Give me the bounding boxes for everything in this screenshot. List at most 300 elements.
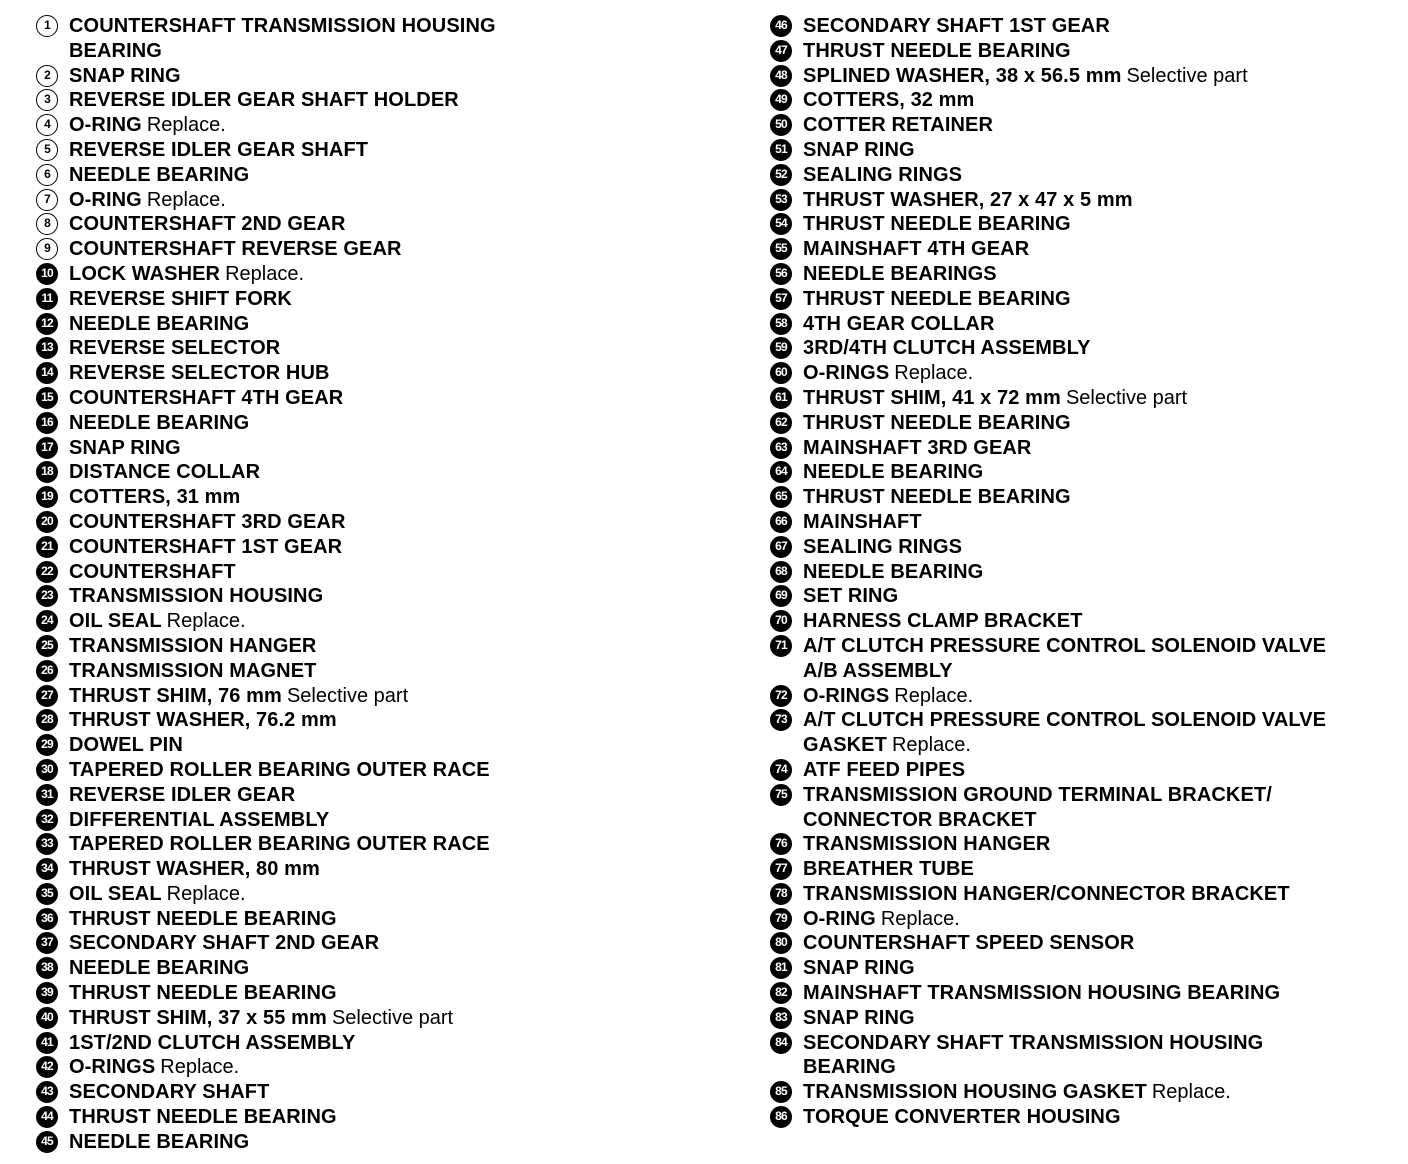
part-description: [803, 1105, 1333, 1130]
part-description: [69, 312, 519, 337]
part-name: TRANSMISSION HANGER/CONNECTOR BRACKET: [803, 882, 1290, 905]
part-list-item: [770, 336, 1400, 361]
part-list-item: [36, 808, 736, 833]
callout-number-badge: 34: [36, 858, 58, 880]
part-description: [69, 361, 519, 386]
part-description: [803, 88, 1333, 113]
part-list-item: [36, 758, 736, 783]
part-list-item: [36, 1080, 736, 1105]
callout-number-badge: 79: [770, 908, 792, 930]
part-note: Replace.: [891, 734, 971, 757]
part-name: SNAP RING: [69, 436, 181, 459]
part-name: 1ST/2ND CLUTCH ASSEMBLY: [69, 1031, 356, 1054]
part-name: TRANSMISSION MAGNET: [69, 659, 317, 682]
part-name: REVERSE SHIFT FORK: [69, 287, 292, 310]
part-list-item: [770, 783, 1400, 833]
part-description: [803, 783, 1333, 833]
part-description: [69, 64, 519, 89]
part-note: Replace.: [894, 362, 974, 385]
part-description: [803, 188, 1333, 213]
part-name: COUNTERSHAFT TRANSMISSION HOUSING BEARING: [69, 15, 496, 62]
part-name: O-RING: [69, 114, 142, 137]
callout-number-badge: 45: [36, 1131, 58, 1153]
part-name: COUNTERSHAFT 3RD GEAR: [69, 510, 346, 533]
part-note: Replace.: [160, 1056, 240, 1079]
part-description: [803, 1006, 1333, 1031]
callout-number-badge: 69: [770, 585, 792, 607]
part-description: [803, 758, 1333, 783]
part-name: THRUST NEEDLE BEARING: [803, 486, 1071, 509]
callout-number-badge: 51: [770, 139, 792, 161]
part-list-item: [770, 312, 1400, 337]
callout-number-badge: 81: [770, 957, 792, 979]
part-list-item: [36, 783, 736, 808]
part-note: Selective part: [331, 1006, 454, 1029]
part-description: [69, 237, 519, 262]
callout-number-badge: 47: [770, 40, 792, 62]
callout-number-badge: 61: [770, 387, 792, 409]
part-description: [803, 634, 1333, 684]
part-description: [69, 411, 519, 436]
part-list-item: [36, 708, 736, 733]
part-description: [69, 436, 519, 461]
part-list-item: [770, 758, 1400, 783]
callout-number-badge: 53: [770, 189, 792, 211]
callout-number-badge: 55: [770, 238, 792, 260]
callout-number-badge: 8: [36, 213, 58, 235]
part-description: [69, 188, 519, 213]
callout-number-badge: 24: [36, 610, 58, 632]
part-list-item: [36, 237, 736, 262]
part-name: MAINSHAFT TRANSMISSION HOUSING BEARING: [803, 982, 1281, 1005]
part-name: REVERSE IDLER GEAR SHAFT HOLDER: [69, 89, 459, 112]
part-description: [69, 758, 519, 783]
part-list-item: [770, 510, 1400, 535]
part-name: DOWEL PIN: [69, 734, 183, 757]
part-list-item: [770, 609, 1400, 634]
part-description: [803, 1031, 1333, 1081]
part-list-item: [770, 386, 1400, 411]
parts-list-right-column: [770, 14, 1400, 1130]
part-list-item: [36, 634, 736, 659]
callout-number-badge: 10: [36, 263, 58, 285]
callout-number-badge: 86: [770, 1106, 792, 1128]
part-list-item: [36, 138, 736, 163]
part-description: [803, 708, 1333, 758]
part-name: MAINSHAFT 3RD GEAR: [803, 436, 1032, 459]
part-description: [803, 981, 1333, 1006]
part-description: [803, 163, 1333, 188]
part-list-item: [36, 609, 736, 634]
callout-number-badge: 17: [36, 437, 58, 459]
callout-number-badge: 16: [36, 412, 58, 434]
part-list-item: [770, 361, 1400, 386]
part-description: [803, 1080, 1333, 1105]
callout-number-badge: 48: [770, 65, 792, 87]
part-name: THRUST NEEDLE BEARING: [803, 213, 1071, 236]
callout-number-badge: 84: [770, 1032, 792, 1054]
part-name: THRUST WASHER, 80 mm: [69, 858, 320, 881]
part-name: COUNTERSHAFT 4TH GEAR: [69, 386, 344, 409]
part-list-item: [36, 287, 736, 312]
callout-number-badge: 74: [770, 759, 792, 781]
part-name: O-RING: [69, 188, 142, 211]
part-list-item: [770, 535, 1400, 560]
part-name: LOCK WASHER: [69, 262, 221, 285]
part-note: Replace.: [880, 907, 960, 930]
part-list-item: [770, 1006, 1400, 1031]
part-name: COTTERS, 32 mm: [803, 89, 975, 112]
part-description: [69, 931, 519, 956]
part-description: [69, 907, 519, 932]
part-name: A/T CLUTCH PRESSURE CONTROL SOLENOID VALVE A/B ASSEMBLY: [803, 634, 1327, 682]
callout-number-badge: 33: [36, 833, 58, 855]
part-description: [803, 39, 1333, 64]
part-name: TRANSMISSION HANGER: [69, 634, 317, 657]
part-description: [69, 138, 519, 163]
part-name: NEEDLE BEARING: [803, 560, 984, 583]
callout-number-badge: 39: [36, 982, 58, 1004]
part-name: MAINSHAFT 4TH GEAR: [803, 238, 1030, 261]
callout-number-badge: 64: [770, 461, 792, 483]
part-name: THRUST WASHER, 27 x 47 x 5 mm: [803, 188, 1133, 211]
part-list-item: [36, 436, 736, 461]
part-list-item: [36, 212, 736, 237]
part-list-item: [770, 163, 1400, 188]
part-name: 3RD/4TH CLUTCH ASSEMBLY: [803, 337, 1091, 360]
part-list-item: [770, 287, 1400, 312]
part-description: [69, 1130, 519, 1155]
part-description: [803, 510, 1333, 535]
callout-number-badge: 76: [770, 833, 792, 855]
part-list-item: [36, 113, 736, 138]
callout-number-badge: 63: [770, 437, 792, 459]
part-list-item: [770, 188, 1400, 213]
callout-number-badge: 46: [770, 15, 792, 37]
part-name: SECONDARY SHAFT 1ST GEAR: [803, 15, 1110, 37]
part-list-item: [36, 1105, 736, 1130]
part-list-item: [770, 832, 1400, 857]
callout-number-badge: 20: [36, 511, 58, 533]
part-list-item: [770, 138, 1400, 163]
part-description: [803, 584, 1333, 609]
part-list-item: [770, 857, 1400, 882]
part-list-item: [36, 659, 736, 684]
part-description: [69, 1055, 519, 1080]
part-name: TORQUE CONVERTER HOUSING: [803, 1106, 1121, 1129]
part-name: O-RINGS: [69, 1056, 156, 1079]
part-name: COTTER RETAINER: [803, 114, 994, 137]
part-list-item: [770, 1105, 1400, 1130]
part-description: [69, 584, 519, 609]
callout-number-badge: 22: [36, 561, 58, 583]
part-note: Replace.: [894, 684, 974, 707]
callout-number-badge: 70: [770, 610, 792, 632]
part-name: TAPERED ROLLER BEARING OUTER RACE: [69, 758, 490, 781]
part-list-item: [770, 634, 1400, 684]
callout-number-badge: 12: [36, 313, 58, 335]
callout-number-badge: 65: [770, 486, 792, 508]
part-description: [69, 560, 519, 585]
part-description: [69, 1080, 519, 1105]
part-list-item: [36, 907, 736, 932]
callout-number-badge: 19: [36, 486, 58, 508]
part-name: O-RINGS: [803, 362, 890, 385]
part-description: [803, 485, 1333, 510]
part-name: NEEDLE BEARING: [69, 312, 250, 335]
part-list-item: [36, 733, 736, 758]
part-description: [803, 237, 1333, 262]
part-name: NEEDLE BEARING: [69, 957, 250, 980]
part-name: SECONDARY SHAFT TRANSMISSION HOUSING BEARING: [803, 1031, 1264, 1079]
part-description: [803, 560, 1333, 585]
part-list-item: [36, 386, 736, 411]
part-list-item: [36, 1055, 736, 1080]
part-list-item: [36, 684, 736, 709]
part-list-item: [36, 361, 736, 386]
part-list-item: [36, 931, 736, 956]
part-description: [803, 411, 1333, 436]
part-description: [803, 336, 1333, 361]
part-note: Replace.: [166, 610, 246, 633]
part-list-item: [770, 64, 1400, 89]
callout-number-badge: 52: [770, 164, 792, 186]
part-description: [69, 1031, 519, 1056]
part-description: [803, 312, 1333, 337]
callout-number-badge: 3: [36, 89, 58, 111]
callout-number-badge: 30: [36, 759, 58, 781]
callout-number-badge: 23: [36, 585, 58, 607]
part-name: COUNTERSHAFT: [69, 560, 236, 583]
part-name: DISTANCE COLLAR: [69, 461, 261, 484]
part-list-item: [36, 262, 736, 287]
part-description: [803, 609, 1333, 634]
part-name: REVERSE IDLER GEAR SHAFT: [69, 138, 369, 161]
callout-number-badge: 50: [770, 114, 792, 136]
part-list-item: [36, 956, 736, 981]
part-name: THRUST NEEDLE BEARING: [69, 982, 337, 1005]
part-name: TAPERED ROLLER BEARING OUTER RACE: [69, 833, 490, 856]
part-name: SNAP RING: [803, 1006, 915, 1029]
part-name: COUNTERSHAFT 1ST GEAR: [69, 535, 343, 558]
callout-number-badge: 15: [36, 387, 58, 409]
part-description: [803, 907, 1333, 932]
part-note: Replace.: [146, 188, 226, 211]
part-name: THRUST SHIM, 76 mm: [69, 684, 282, 707]
part-list-item: [770, 907, 1400, 932]
part-list-item: [770, 931, 1400, 956]
callout-number-badge: 35: [36, 883, 58, 905]
part-description: [803, 535, 1333, 560]
part-list-item: [770, 411, 1400, 436]
callout-number-badge: 56: [770, 263, 792, 285]
part-description: [69, 262, 519, 287]
part-name: 4TH GEAR COLLAR: [803, 312, 995, 335]
part-description: [69, 113, 519, 138]
callout-number-badge: 18: [36, 461, 58, 483]
part-description: [69, 832, 519, 857]
part-description: [803, 14, 1333, 39]
part-note: Replace.: [146, 114, 226, 137]
callout-number-badge: 42: [36, 1056, 58, 1078]
callout-number-badge: 58: [770, 313, 792, 335]
callout-number-badge: 73: [770, 709, 792, 731]
part-description: [69, 981, 519, 1006]
part-list-item: [36, 188, 736, 213]
part-name: COUNTERSHAFT 2ND GEAR: [69, 213, 346, 236]
part-name: REVERSE SELECTOR: [69, 337, 281, 360]
part-description: [69, 609, 519, 634]
callout-number-badge: 37: [36, 932, 58, 954]
part-name: TRANSMISSION HOUSING: [69, 585, 324, 608]
part-name: THRUST NEEDLE BEARING: [803, 411, 1071, 434]
part-description: [803, 684, 1333, 709]
part-name: NEEDLE BEARING: [69, 411, 250, 434]
part-description: [69, 510, 519, 535]
part-name: DIFFERENTIAL ASSEMBLY: [69, 808, 330, 831]
part-list-item: [36, 460, 736, 485]
part-description: [69, 857, 519, 882]
part-name: THRUST SHIM, 37 x 55 mm: [69, 1006, 327, 1029]
part-name: NEEDLE BEARINGS: [803, 262, 997, 285]
callout-number-badge: 29: [36, 734, 58, 756]
part-list-item: [36, 485, 736, 510]
part-description: [803, 956, 1333, 981]
part-description: [803, 882, 1333, 907]
part-note: Selective part: [1126, 64, 1248, 87]
part-list-item: [36, 535, 736, 560]
callout-number-badge: 75: [770, 784, 792, 806]
part-description: [69, 535, 519, 560]
callout-number-badge: 49: [770, 89, 792, 111]
part-name: NEEDLE BEARING: [69, 163, 250, 186]
callout-number-badge: 43: [36, 1081, 58, 1103]
part-list-item: [770, 956, 1400, 981]
part-list-item: [36, 857, 736, 882]
part-name: THRUST NEEDLE BEARING: [69, 907, 337, 930]
part-description: [803, 386, 1333, 411]
part-description: [69, 733, 519, 758]
part-name: OIL SEAL: [69, 882, 162, 905]
callout-number-badge: 7: [36, 189, 58, 211]
callout-number-badge: 4: [36, 114, 58, 136]
part-list-item: [770, 882, 1400, 907]
part-name: O-RINGS: [803, 684, 890, 707]
part-name: O-RING: [803, 907, 876, 930]
part-note: Selective part: [1065, 386, 1188, 409]
part-description: [69, 88, 519, 113]
part-note: Replace.: [1151, 1081, 1231, 1104]
part-list-item: [770, 708, 1400, 758]
parts-list-left-column: [36, 14, 736, 1155]
part-name: SNAP RING: [803, 138, 915, 161]
callout-number-badge: 77: [770, 858, 792, 880]
part-name: NEEDLE BEARING: [803, 461, 984, 484]
part-list-item: [36, 88, 736, 113]
callout-number-badge: 27: [36, 685, 58, 707]
part-description: [803, 113, 1333, 138]
callout-number-badge: 28: [36, 709, 58, 731]
callout-number-badge: 1: [36, 15, 58, 37]
callout-number-badge: 26: [36, 660, 58, 682]
part-name: SECONDARY SHAFT: [69, 1081, 270, 1104]
part-list-item: [36, 510, 736, 535]
part-name: NEEDLE BEARING: [69, 1130, 250, 1153]
part-name: A/T CLUTCH PRESSURE CONTROL SOLENOID VALVE GASKET: [803, 709, 1327, 757]
part-list-item: [36, 312, 736, 337]
part-description: [69, 460, 519, 485]
callout-number-badge: 38: [36, 957, 58, 979]
part-description: [69, 783, 519, 808]
callout-number-badge: 62: [770, 412, 792, 434]
callout-number-badge: 72: [770, 685, 792, 707]
part-name: SPLINED WASHER, 38 x 56.5 mm: [803, 64, 1122, 87]
callout-number-badge: 21: [36, 536, 58, 558]
part-name: SNAP RING: [69, 64, 181, 87]
part-name: THRUST NEEDLE BEARING: [803, 39, 1071, 62]
part-description: [69, 882, 519, 907]
callout-number-badge: 80: [770, 932, 792, 954]
part-note: Replace.: [166, 882, 246, 905]
part-list-item: [770, 436, 1400, 461]
part-description: [69, 163, 519, 188]
part-description: [69, 956, 519, 981]
part-name: THRUST WASHER, 76.2 mm: [69, 709, 337, 732]
callout-number-badge: 13: [36, 337, 58, 359]
callout-number-badge: 66: [770, 511, 792, 533]
part-name: SEALING RINGS: [803, 163, 963, 186]
callout-number-badge: 11: [36, 288, 58, 310]
part-description: [803, 287, 1333, 312]
part-description: [69, 708, 519, 733]
callout-number-badge: 9: [36, 238, 58, 260]
part-list-item: [36, 584, 736, 609]
part-description: [69, 1006, 519, 1031]
part-note: Replace.: [225, 262, 305, 285]
callout-number-badge: 85: [770, 1081, 792, 1103]
part-list-item: [770, 262, 1400, 287]
part-list-item: [36, 560, 736, 585]
part-name: SNAP RING: [803, 957, 915, 980]
part-description: [69, 386, 519, 411]
part-name: ATF FEED PIPES: [803, 758, 966, 781]
part-name: TRANSMISSION GROUND TERMINAL BRACKET/ CONNECTOR BRACKET: [803, 783, 1272, 831]
part-name: OIL SEAL: [69, 610, 162, 633]
part-note: Selective part: [286, 684, 409, 707]
part-description: [803, 931, 1333, 956]
part-list-item: [770, 684, 1400, 709]
callout-number-badge: 78: [770, 883, 792, 905]
part-description: [69, 14, 519, 64]
part-list-item: [770, 485, 1400, 510]
part-list-item: [770, 113, 1400, 138]
callout-number-badge: 60: [770, 362, 792, 384]
part-name: MAINSHAFT: [803, 510, 922, 533]
part-list-item: [36, 882, 736, 907]
callout-number-badge: 71: [770, 635, 792, 657]
callout-number-badge: 67: [770, 536, 792, 558]
part-description: [803, 138, 1333, 163]
part-list-item: [36, 981, 736, 1006]
part-name: BREATHER TUBE: [803, 858, 974, 881]
part-list-item: [770, 1080, 1400, 1105]
part-list-item: [36, 336, 736, 361]
callout-number-badge: 59: [770, 337, 792, 359]
part-description: [803, 436, 1333, 461]
part-name: SEALING RINGS: [803, 535, 963, 558]
part-name: SET RING: [803, 585, 899, 608]
part-description: [69, 336, 519, 361]
